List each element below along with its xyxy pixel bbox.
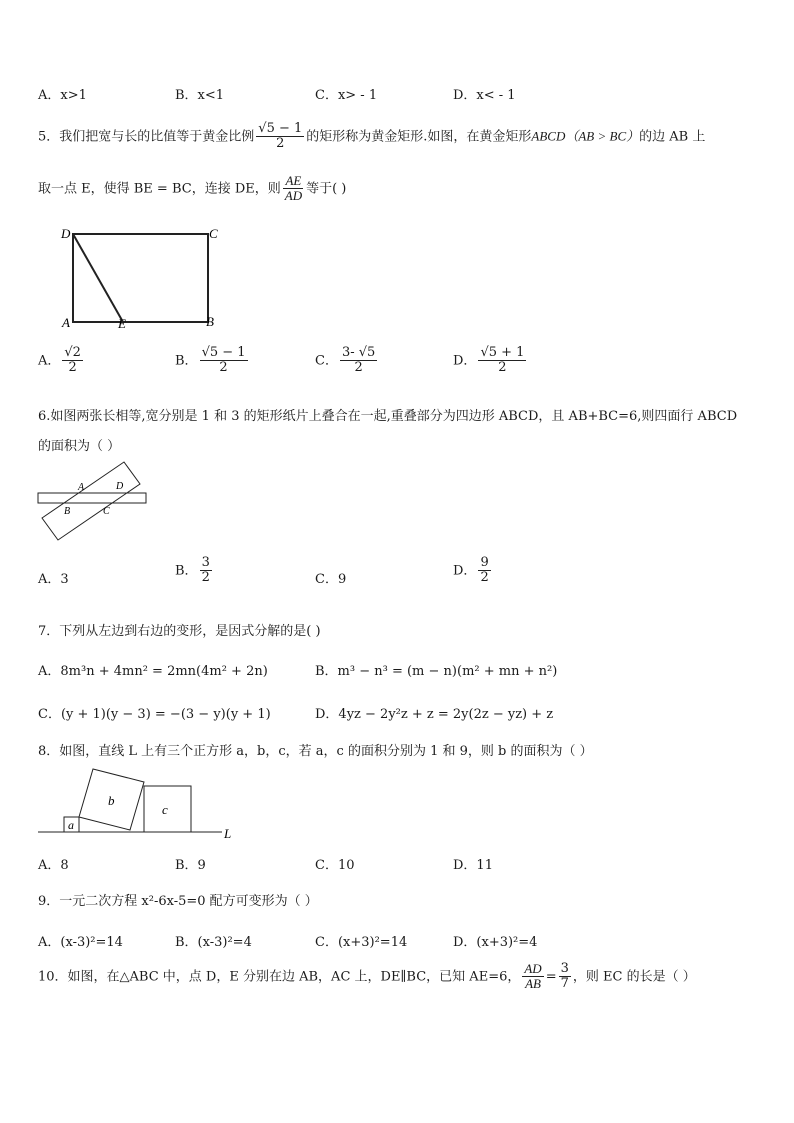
- q9-option-c: C．(x+3)²=14: [315, 935, 408, 950]
- q8-option-b: B．9: [175, 858, 206, 873]
- label-l: L: [224, 826, 232, 841]
- label-c: C: [103, 506, 110, 517]
- ad-over-ab-fraction: $\frac{AD}{AB}$: [524, 961, 542, 992]
- q4-option-c: C．x> - 1: [315, 88, 378, 103]
- three-sevenths-fraction: $\frac{3}{7}$: [560, 961, 569, 992]
- label-b: b: [108, 793, 115, 808]
- q9-option-d: D．(x+3)²=4: [453, 935, 538, 950]
- q7-option-c: C．(y + 1)(y − 3) = −(3 − y)(y + 1): [38, 707, 271, 722]
- label-a: a: [68, 818, 74, 832]
- q8-option-d: D．11: [453, 858, 493, 873]
- label-a: A: [62, 315, 70, 330]
- q8-stem: 8．如图，直线 L 上有三个正方形 a，b，c，若 a，c 的面积分别为 1 和 9，则 b 的面积为（ ）: [38, 744, 593, 759]
- q5-stem-line2: 取一点 E，使得 BE = BC，连接 DE，则 $\frac{AE}{AD}$ 等于( ): [38, 173, 347, 204]
- label-c: C: [209, 226, 218, 241]
- q6-option-c: C．9: [315, 572, 347, 587]
- label-c: c: [162, 802, 168, 817]
- q6-stem-line2: 的面积为（ ）: [38, 439, 121, 454]
- label-b: B: [206, 314, 214, 329]
- q5-stem-line1: 5．我们把宽与长的比值等于黄金比例 $\frac{√5 - 1}{2}$ 的矩形称为黄金矩形.如图，在黄金矩形ABCD（AB > BC）的边 AB 上: [38, 121, 706, 152]
- q5-option-b: B． $\frac{√5 - 1}{2}$: [175, 345, 246, 376]
- q6-option-d: D． $\frac{9}{2}$: [453, 555, 489, 586]
- golden-ratio-fraction: $\frac{√5 - 1}{2}$: [258, 121, 303, 152]
- q7-stem: 7．下列从左边到右边的变形，是因式分解的是( ): [38, 624, 321, 639]
- label-e: E: [118, 316, 126, 331]
- q7-option-b: B．m³ − n³ = (m − n)(m² + mn + n²): [315, 664, 558, 679]
- label-b: B: [64, 506, 71, 517]
- three-squares-figure: [36, 764, 236, 844]
- q6-stem-line1: 6.如图两张长相等,宽分别是 1 和 3 的矩形纸片上叠合在一起,重叠部分为四边形 ABCD，且 AB+BC=6,则四面行 ABCD: [38, 409, 738, 424]
- q4-option-b: B．x<1: [175, 88, 225, 103]
- ae-over-ad-fraction: $\frac{AE}{AD}$: [284, 173, 303, 204]
- q5-option-d: D． $\frac{√5 + 1}{2}$: [453, 345, 525, 376]
- q6-option-a: A．3: [38, 572, 69, 587]
- q7-option-d: D．4yz − 2y²z + z = 2y(2z − yz) + z: [315, 707, 554, 722]
- q5-option-c: C． $\frac{3- √5}{2}$: [315, 345, 376, 376]
- q5-option-a: A． $\frac{√2}{2}$: [38, 345, 81, 376]
- label-a: A: [78, 482, 85, 493]
- label-d: D: [116, 481, 124, 492]
- q4-option-d: D．x< - 1: [453, 88, 516, 103]
- label-d: D: [61, 226, 71, 241]
- overlapping-strips-figure: [36, 460, 152, 544]
- q9-option-b: B．(x-3)²=4: [175, 935, 252, 950]
- q6-option-b: B． $\frac{3}{2}$: [175, 555, 210, 586]
- q10-stem: 10．如图，在△ABC 中，点 D，E 分别在边 AB，AC 上，DE∥BC，已知 AE=6， $\frac{AD}{AB}$ = $\frac{3}{7}$ ，则 EC 的长是（ ）: [38, 961, 696, 992]
- q7-option-a: A．8m³n + 4mn² = 2mn(4m² + 2n): [38, 664, 268, 679]
- q4-option-a: A．x>1: [38, 88, 87, 103]
- q9-option-a: A．(x-3)²=14: [38, 935, 123, 950]
- golden-rectangle-figure: [56, 224, 242, 336]
- q8-option-a: A．8: [38, 858, 69, 873]
- q9-stem: 9．一元二次方程 x²-6x-5=0 配方可变形为（ ）: [38, 894, 318, 909]
- q8-option-c: C．10: [315, 858, 355, 873]
